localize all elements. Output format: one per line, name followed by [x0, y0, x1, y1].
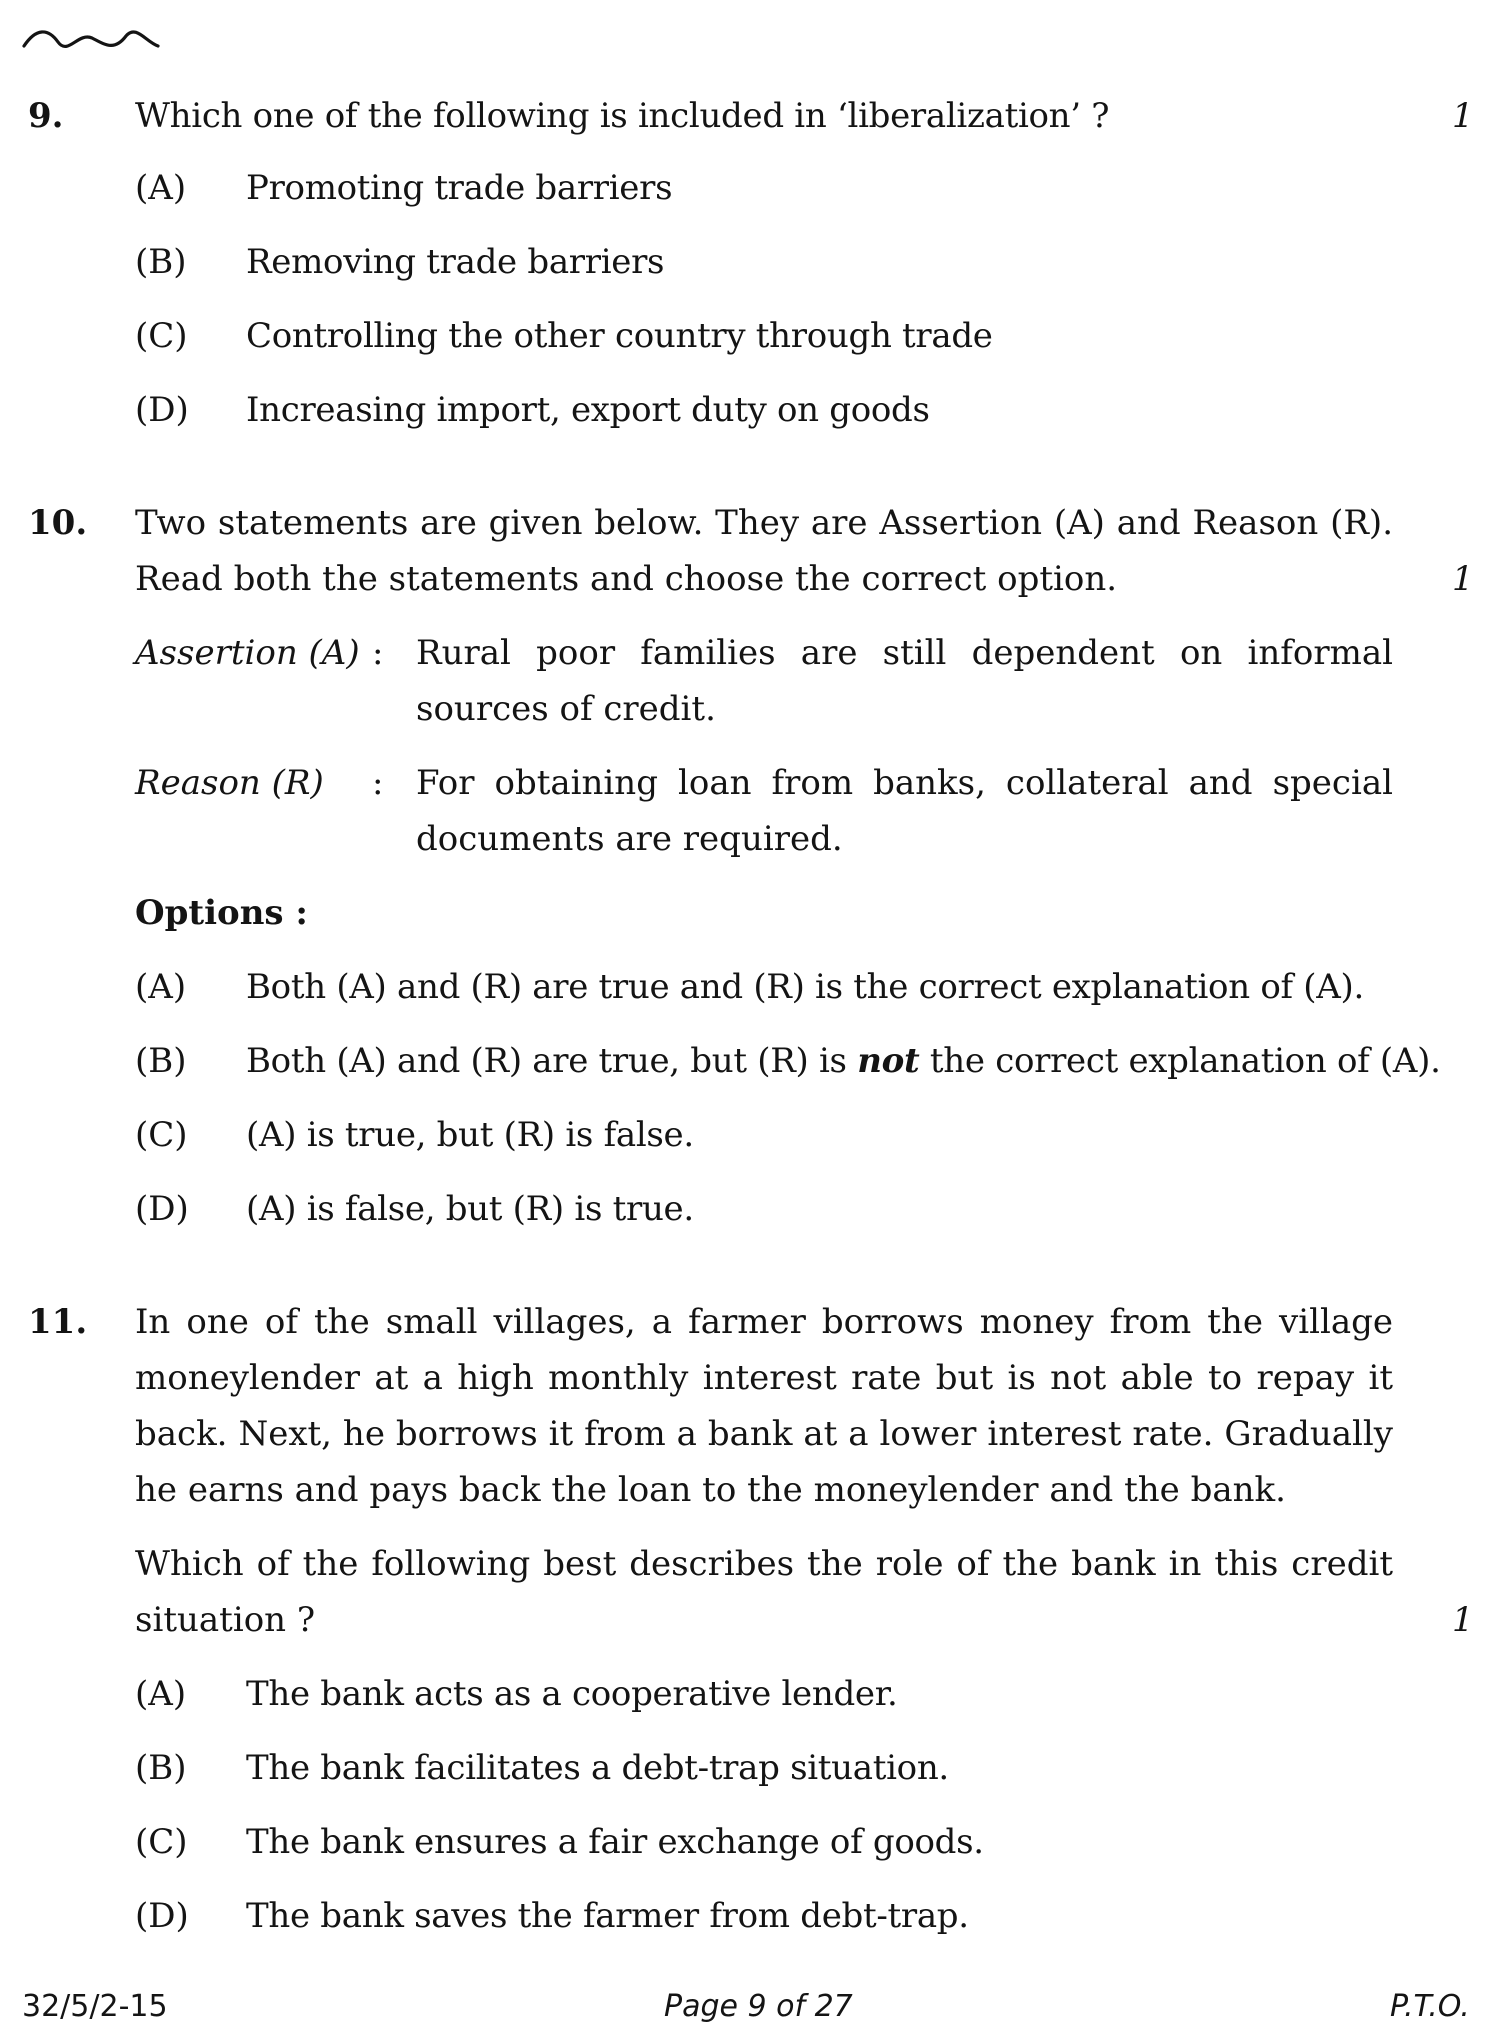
q10-option-d-label: (D): [135, 1189, 189, 1229]
q10-option-b-text-before: Both (A) and (R) are true, but (R) is: [246, 1041, 858, 1081]
q9-option-a-text: Promoting trade barriers: [246, 168, 673, 208]
q11-option-c-label: (C): [135, 1822, 188, 1862]
q11-option-b-text: The bank facilitates a debt-trap situation.: [246, 1748, 949, 1788]
q11-option-c-text: The bank ensures a fair exchange of goods.: [246, 1822, 984, 1862]
reason-label: Reason (R): [135, 763, 324, 803]
q9-option-c-label: (C): [135, 316, 188, 356]
question-11-para1-line-1: In one of the small villages, a farmer borrows money from the village: [135, 1302, 1393, 1342]
q11-option-d-text: The bank saves the farmer from debt-trap.: [246, 1896, 969, 1936]
assertion-colon: :: [372, 633, 384, 673]
reason-colon: :: [372, 763, 384, 803]
page-number: Page 9 of 27: [664, 1989, 853, 2024]
question-9-text: Which one of the following is included in ‘liberalization’ ?: [135, 96, 1110, 136]
q9-option-c-text: Controlling the other country through trade: [246, 316, 993, 356]
assertion-line-2: sources of credit.: [416, 689, 716, 729]
question-10-line-2: Read both the statements and choose the correct option.: [135, 559, 1118, 599]
question-11-para1-line-3: back. Next, he borrows it from a bank at a lower interest rate. Gradually: [135, 1414, 1393, 1454]
assertion-label: Assertion (A): [135, 633, 360, 673]
question-11-para1-line-4: he earns and pays back the loan to the moneylender and the bank.: [135, 1470, 1286, 1510]
question-11-marks: 1: [1452, 1600, 1474, 1640]
q9-option-d-text: Increasing import, export duty on goods: [246, 390, 930, 430]
question-11-para1-line-2: moneylender at a high monthly interest rate but is not able to repay it: [135, 1358, 1393, 1398]
q11-option-a-text: The bank acts as a cooperative lender.: [246, 1674, 898, 1714]
q10-option-b-text-after: the correct explanation of (A).: [919, 1041, 1441, 1081]
q11-option-a-label: (A): [135, 1674, 187, 1714]
question-10-marks: 1: [1452, 559, 1474, 599]
q10-option-c-text: (A) is true, but (R) is false.: [246, 1115, 694, 1155]
q10-option-d-text: (A) is false, but (R) is true.: [246, 1189, 694, 1229]
q9-option-d-label: (D): [135, 390, 189, 430]
q9-option-b-label: (B): [135, 242, 187, 282]
q10-option-c-label: (C): [135, 1115, 188, 1155]
q11-option-d-label: (D): [135, 1896, 189, 1936]
question-11-para2-line-1: Which of the following best describes the role of the bank in this credit: [135, 1544, 1393, 1584]
q9-option-a-label: (A): [135, 168, 187, 208]
paper-code: 32/5/2-15: [22, 1989, 168, 2024]
question-11-number: 11.: [28, 1302, 88, 1342]
q10-option-b-label: (B): [135, 1041, 187, 1081]
q11-option-b-label: (B): [135, 1748, 187, 1788]
question-9-number: 9.: [28, 96, 64, 136]
reason-line-2: documents are required.: [416, 819, 843, 859]
question-9-marks: 1: [1452, 96, 1474, 136]
q10-option-b-text: [246, 1041, 1441, 1081]
q9-option-b-text: Removing trade barriers: [246, 242, 665, 282]
question-11-para2-line-2: situation ?: [135, 1600, 316, 1640]
wave-mark-icon: [22, 22, 162, 58]
q10-option-a-text: Both (A) and (R) are true and (R) is the correct explanation of (A).: [246, 967, 1364, 1007]
reason-line-1: For obtaining loan from banks, collateral and special: [416, 763, 1393, 803]
q10-option-a-label: (A): [135, 967, 187, 1007]
question-10-line-1: Two statements are given below. They are Assertion (A) and Reason (R).: [135, 503, 1393, 543]
assertion-line-1: Rural poor families are still dependent on informal: [416, 633, 1393, 673]
q10-option-b-emphasis: not: [857, 1041, 920, 1081]
please-turn-over: P.T.O.: [1390, 1989, 1470, 2024]
question-10-number: 10.: [28, 503, 88, 543]
options-heading: Options :: [135, 893, 308, 933]
